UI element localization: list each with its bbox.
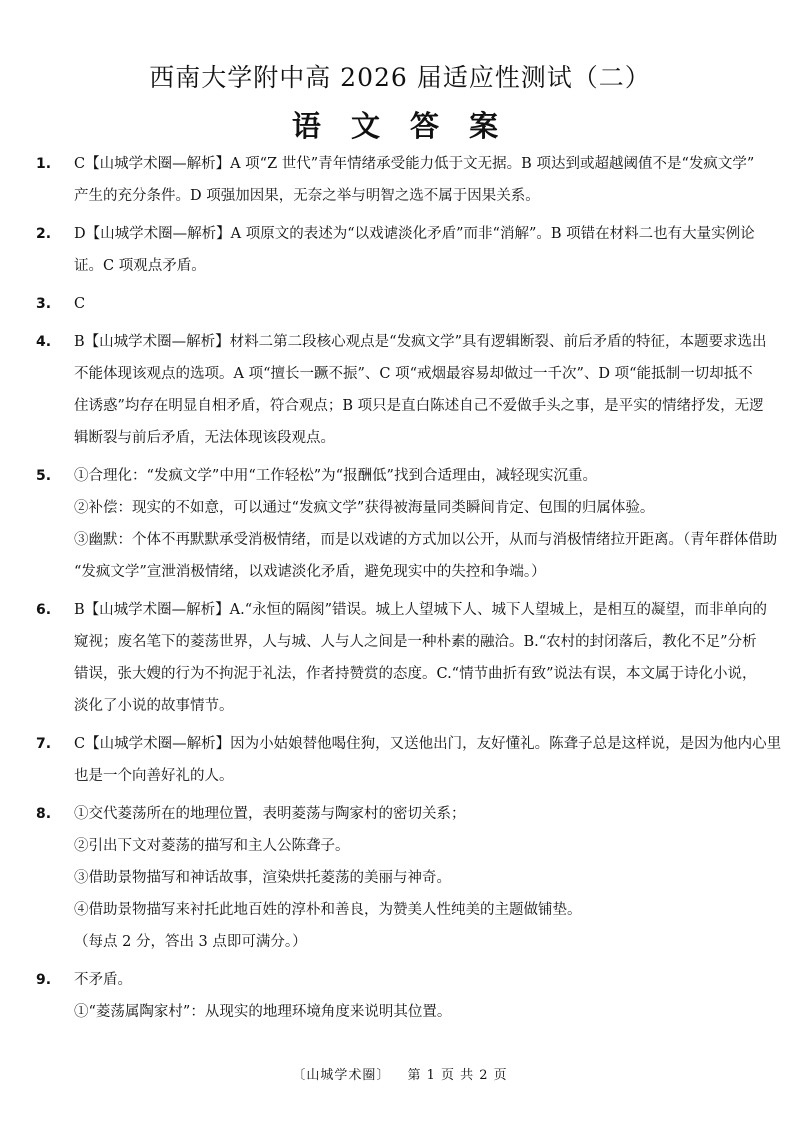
answer-line: ④借助景物描写来衬托此地百姓的淳朴和善良，为赞美人性纯美的主题做铺垫。 — [74, 902, 582, 918]
answer-line: “发疯文学”宣泄消极情绪，以戏谑淡化矛盾，避免现实中的失控和争端。） — [74, 564, 546, 580]
footer-page-number: 第 1 页 共 2 页 — [407, 1068, 508, 1083]
answer-line: 不矛盾。 — [74, 972, 132, 988]
answer-item — [0, 728, 782, 792]
answer-line: D【山城学术圈—解析】A 项原文的表述为“以戏谑淡化矛盾”而非“消解”。B 项错在材料二也有大量实例论 — [74, 226, 755, 242]
answer-number: 8. — [36, 806, 52, 822]
answer-line: 证。C 项观点矛盾。 — [74, 258, 206, 274]
answer-number: 2. — [36, 226, 52, 242]
answer-item — [0, 218, 762, 282]
answer-line: ①“菱荡属陶家村”：从现实的地理环境角度来说明其位置。 — [74, 1004, 452, 1020]
answer-line: 产生的充分条件。D 项强加因果，无奈之举与明智之选不属于因果关系。 — [74, 188, 540, 204]
page-footer — [0, 1064, 800, 1083]
answer-line: ②补偿：现实的不如意，可以通过“发疯文学”获得被海量同类瞬间肯定、包围的归属体验。 — [74, 500, 655, 516]
answer-line: B【山城学术圈—解析】A.“永恒的隔阂”错误。城上人望城下人、城下人望城上，是相互的凝望，而非单向的 — [74, 602, 768, 618]
answer-number: 4. — [36, 334, 52, 350]
answer-number: 5. — [36, 468, 52, 484]
answer-item — [0, 326, 767, 454]
answer-line: ③借助景物描写和神话故事，渲染烘托菱荡的美丽与神奇。 — [74, 870, 451, 886]
answer-line: C【山城学术圈—解析】因为小姑娘替他喝住狗，又送他出门，友好懂礼。陈聋子总是这样说，是因为他内心里 — [74, 736, 782, 752]
footer-source: 〔山城学术圈〕 — [292, 1068, 391, 1083]
answer-line: 也是一个向善好礼的人。 — [74, 768, 234, 784]
page-title: 西南大学附中高 2026 届适应性测试（二） — [149, 63, 651, 92]
answer-item — [0, 148, 762, 212]
answer-item — [0, 594, 768, 722]
answer-item — [0, 964, 762, 1028]
answer-number: 7. — [36, 736, 52, 752]
answer-line: ①交代菱荡所在的地理位置，表明菱荡与陶家村的密切关系； — [74, 806, 466, 822]
answer-line: ③幽默：个体不再默默承受消极情绪，而是以戏谑的方式加以公开，从而与消极情绪拉开距离。（青年群体借助 — [74, 532, 778, 548]
answer-line: 辑断裂与前后矛盾，无法体现该段观点。 — [74, 430, 335, 446]
answer-line: ②引出下文对菱荡的描写和主人公陈聋子。 — [74, 838, 350, 854]
answer-line: 窥视；废名笔下的菱荡世界，人与城、人与人之间是一种朴素的融洽。B.“农村的封闭落后，教化不足”分析 — [74, 634, 757, 650]
answer-line: 淡化了小说的故事情节。 — [74, 698, 234, 714]
answer-line: 错误，张大嫂的行为不拘泥于礼法，作者持赞赏的态度。C.“情节曲折有致”说法有误，本文属于诗化小说， — [74, 666, 757, 682]
answer-line: C — [74, 296, 86, 312]
answer-number: 3. — [36, 296, 52, 312]
answer-line: ①合理化：“发疯文学”中用“工作轻松”为“报酬低”找到合适理由，减轻现实沉重。 — [74, 468, 597, 484]
answer-line: B【山城学术圈—解析】材料二第二段核心观点是“发疯文学”具有逻辑断裂、前后矛盾的特征，本题要求选出 — [74, 334, 767, 350]
answer-list — [0, 148, 800, 1028]
answer-line: 不能体现该观点的选项。A 项“擅长一蹶不振”、C 项“戒烟最容易却做过一千次”、D 项“能抵制一切却抵不 — [74, 366, 753, 382]
answer-number: 6. — [36, 602, 52, 618]
answer-item — [0, 460, 778, 588]
answer-number: 1. — [36, 156, 52, 172]
answer-line: 住诱惑”均存在明显自相矛盾，符合观点；B 项只是直白陈述自己不爱做手头之事，是平实的情绪抒发，无逻 — [74, 398, 764, 414]
answer-number: 9. — [36, 972, 52, 988]
answer-item — [0, 288, 762, 320]
answer-line: （每点 2 分，答出 3 点即可满分。） — [74, 934, 307, 950]
page-subtitle: 语 文 答 案 — [291, 109, 509, 143]
answer-item — [0, 798, 762, 958]
answer-line: C【山城学术圈—解析】A 项“Z 世代”青年情绪承受能力低于文无据。B 项达到或超越阈值不是“发疯文学” — [74, 156, 755, 172]
